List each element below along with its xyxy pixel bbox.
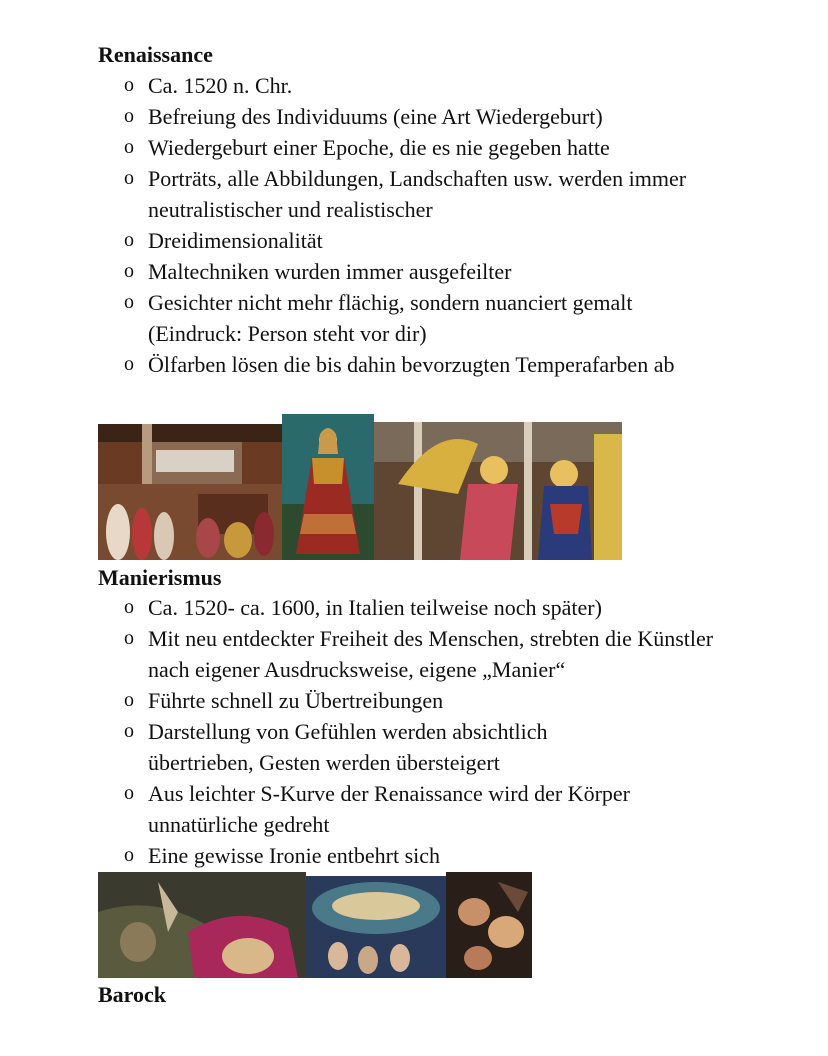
list-item: o Gesichter nicht mehr flächig, sondern nuanciert gemalt (Eindruck: Person steht vor dir) <box>0 287 718 349</box>
bullet-marker: o <box>124 105 134 127</box>
mannerist-figures-painting <box>98 872 306 978</box>
bullet-marker: o <box>124 260 134 282</box>
list-item: o Maltechniken wurden immer ausgefeilter <box>0 256 728 287</box>
renaissance-annunciation-painting <box>374 422 622 560</box>
mannerist-ceiling-painting <box>306 876 446 978</box>
list-item: o Befreiung des Individuums (eine Art Wiedergeburt) <box>0 101 728 132</box>
bullet-marker: o <box>124 229 134 251</box>
list-item: o Aus leichter S-Kurve der Renaissance wird der Körper unnatürliche gedreht <box>0 778 718 840</box>
bullet-marker: o <box>124 74 134 96</box>
bullet-marker: o <box>124 720 134 742</box>
list-item: o Mit neu entdeckter Freiheit des Menschen, strebten die Künstler nach eigener Ausdrucksweise, eigene „Manier“ <box>0 623 738 685</box>
renaissance-painting-strip <box>98 414 622 560</box>
bullet-marker: o <box>124 689 134 711</box>
heading-barock: Barock <box>98 982 167 1007</box>
manierismus-bullet-list <box>0 592 828 871</box>
list-item: o Dreidimensionalität <box>0 225 728 256</box>
list-item: o Ca. 1520 n. Chr. <box>0 70 728 101</box>
manierismus-painting-strip <box>98 872 532 978</box>
bullet-marker: o <box>124 627 134 649</box>
bullet-marker: o <box>124 782 134 804</box>
list-item: o Porträts, alle Abbildungen, Landschaften usw. werden immer neutralistischer und realistischer <box>0 163 708 225</box>
heading-renaissance: Renaissance <box>98 42 213 67</box>
list-item: o Ölfarben lösen die bis dahin bevorzugten Temperafarben ab <box>0 349 738 380</box>
mannerist-angels-painting <box>446 872 532 978</box>
renaissance-portrait-painting <box>282 414 374 560</box>
list-item: o Ca. 1520- ca. 1600, in Italien teilweise noch später) <box>0 592 728 623</box>
bullet-marker: o <box>124 291 134 313</box>
list-item: o Führte schnell zu Übertreibungen <box>0 685 728 716</box>
list-item: o Wiedergeburt einer Epoche, die es nie gegeben hatte <box>0 132 728 163</box>
bullet-marker: o <box>124 844 134 866</box>
bullet-marker: o <box>124 596 134 618</box>
renaissance-bullet-list <box>0 70 828 380</box>
renaissance-interior-painting <box>98 424 282 560</box>
list-item: o Darstellung von Gefühlen werden absichtlich übertrieben, Gesten werden übersteigert <box>0 716 623 778</box>
bullet-marker: o <box>124 353 134 375</box>
list-item: o Eine gewisse Ironie entbehrt sich <box>0 840 728 871</box>
bullet-marker: o <box>124 167 134 189</box>
heading-manierismus: Manierismus <box>98 565 222 590</box>
bullet-marker: o <box>124 136 134 158</box>
